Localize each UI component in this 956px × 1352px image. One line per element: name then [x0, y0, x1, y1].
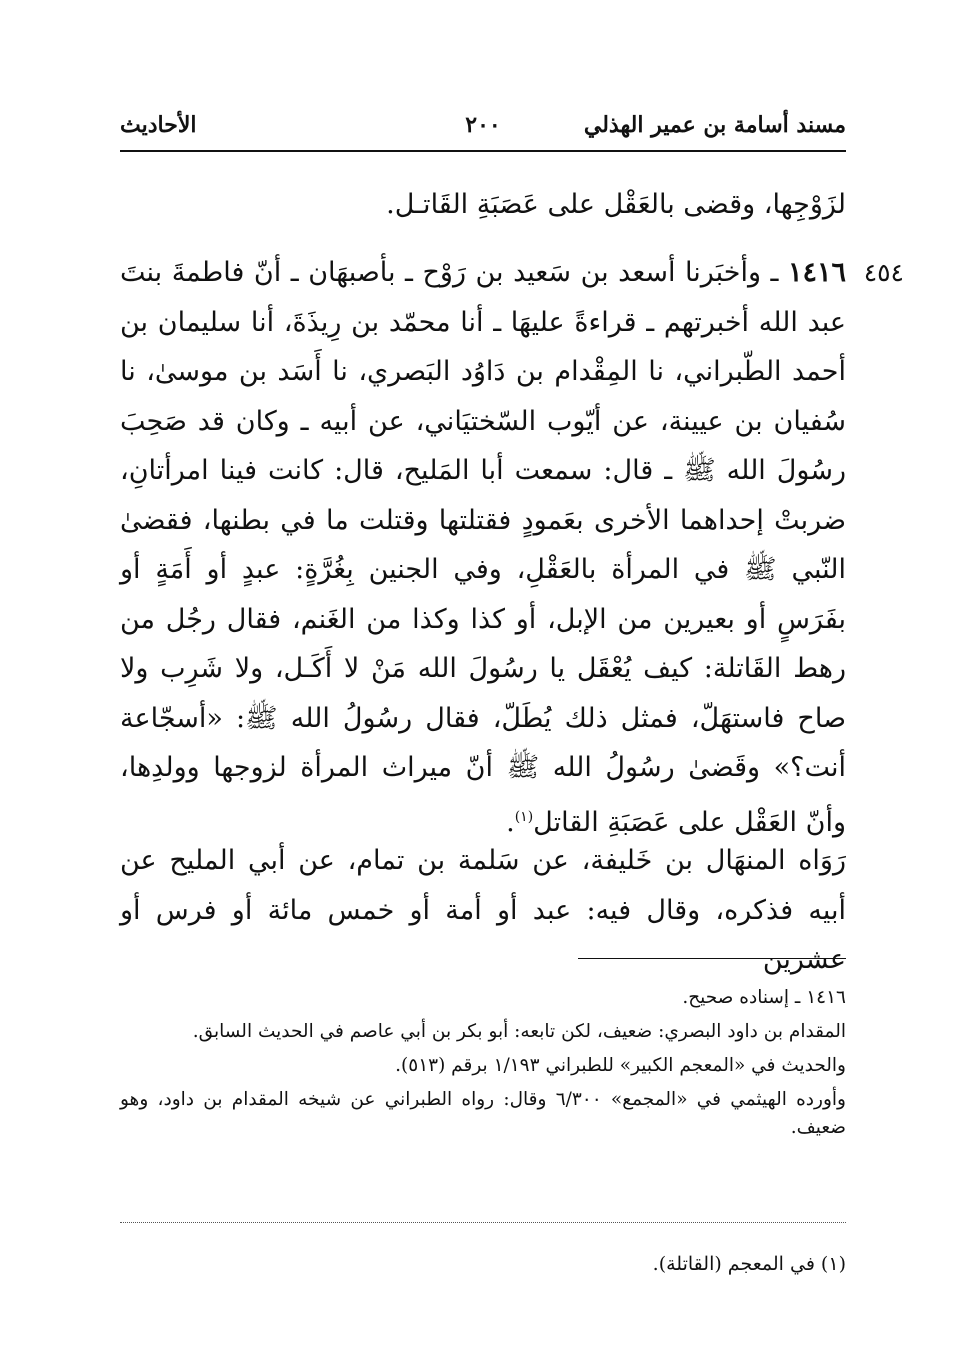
book-title: مسند أسامة بن عمير الهذلي — [583, 112, 846, 138]
hadith-end: . — [506, 806, 515, 838]
footnote-rule — [120, 1222, 846, 1223]
page-number: ٢٠٠ — [465, 112, 501, 138]
footnote-marker: (١) — [514, 808, 534, 825]
takhrij-notes — [120, 984, 846, 1148]
notes-rule — [578, 958, 846, 959]
running-header — [120, 112, 846, 148]
note-line: والحديث في «المعجم الكبير» للطبراني ١/١٩٣ برقم (٥١٣). — [395, 1055, 846, 1076]
hadith-text: ـ وأخبَرنا أسعد بن سَعيد بن رَوْح ـ بأصبهَان ـ أنّ فاطمةَ بنتَ عبد الله أخبرتهم ـ قراءةً عليهَا ـ أنا محمّد بن رِيذَةَ، أنا سليمان بن أحمد الطّبراني، نا المِقْدام بن دَاوُد البَصري، نا أَسَد بن موسىٰ، نا سُفيان بن عيينة، عن أيّوب السّختيَاني، عن أبيه ـ وكان قد صَحِبَ رسُولَ الله ﷺ ـ قال: سمعت أبا المَليح، قال: كانت فينا امرأتانِ، ضربتْ إحداهما الأخرى بعَمودٍ فقتلتها وقتلت ما في بطنها، فقضىٰ النّبي ﷺ في المرأة بالعَقْلِ، وفي الجنين بِغُرَّةٍ: عبدٍ أو أَمَةٍ أو بفَرَسٍ أو بعيرين من الإبل، أو كذا وكذا من الغَنم، فقال رجُل من رهط القَاتلة: كيف يُعْقَل يا رسُولَ الله مَنْ لا أَكَـل، ولا شَرِب ولا صاح فاستهَلّ، فمثل ذلك يُطَلّ، فقال رسُولُ الله ﷺ: «أسجّاعة أنت؟» وقَضىٰ رسُولُ الله ﷺ أنّ ميراث المرأة لزوجها وولدِها، وأنّ العَقْل على عَصَبَةِ القاتل — [120, 257, 846, 838]
outer-hadith-number: ٤٥٤ — [863, 258, 904, 287]
hadith-number: ١٤١٦ — [787, 257, 846, 288]
riwaya-paragraph: رَوَاه المنهَال بن خَليفة، عن سَلمة بن تمام، عن أبي المليح عن أبيه فذكره، وقال فيه: عبد أو أمة أو خمس مائة أو فرس أو عشرين — [120, 845, 846, 975]
note-line: ١٤١٦ ـ إسناده صحيح. — [682, 987, 846, 1008]
continuation-text: لزَوْجِها، وقضى بالعَقْل على عَصَبَةِ القَاتـل. — [386, 189, 846, 220]
footnote: (١) في المعجم (القاتلة). — [652, 1253, 846, 1275]
header-rule — [120, 150, 846, 152]
note-line: المقدام بن داود البصري: ضعيف، لكن تابعه: أبو بكر بن أبي عاصم في الحديث السابق. — [192, 1021, 846, 1042]
hadith-paragraph — [120, 248, 846, 847]
section-title: الأحاديث — [120, 112, 197, 138]
note-line: وأورده الهيثمي في «المجمع» ٦/٣٠٠ وقال: رواه الطبراني عن شيخه المقدام بن داود، وهو ضعيف. — [120, 1089, 846, 1138]
